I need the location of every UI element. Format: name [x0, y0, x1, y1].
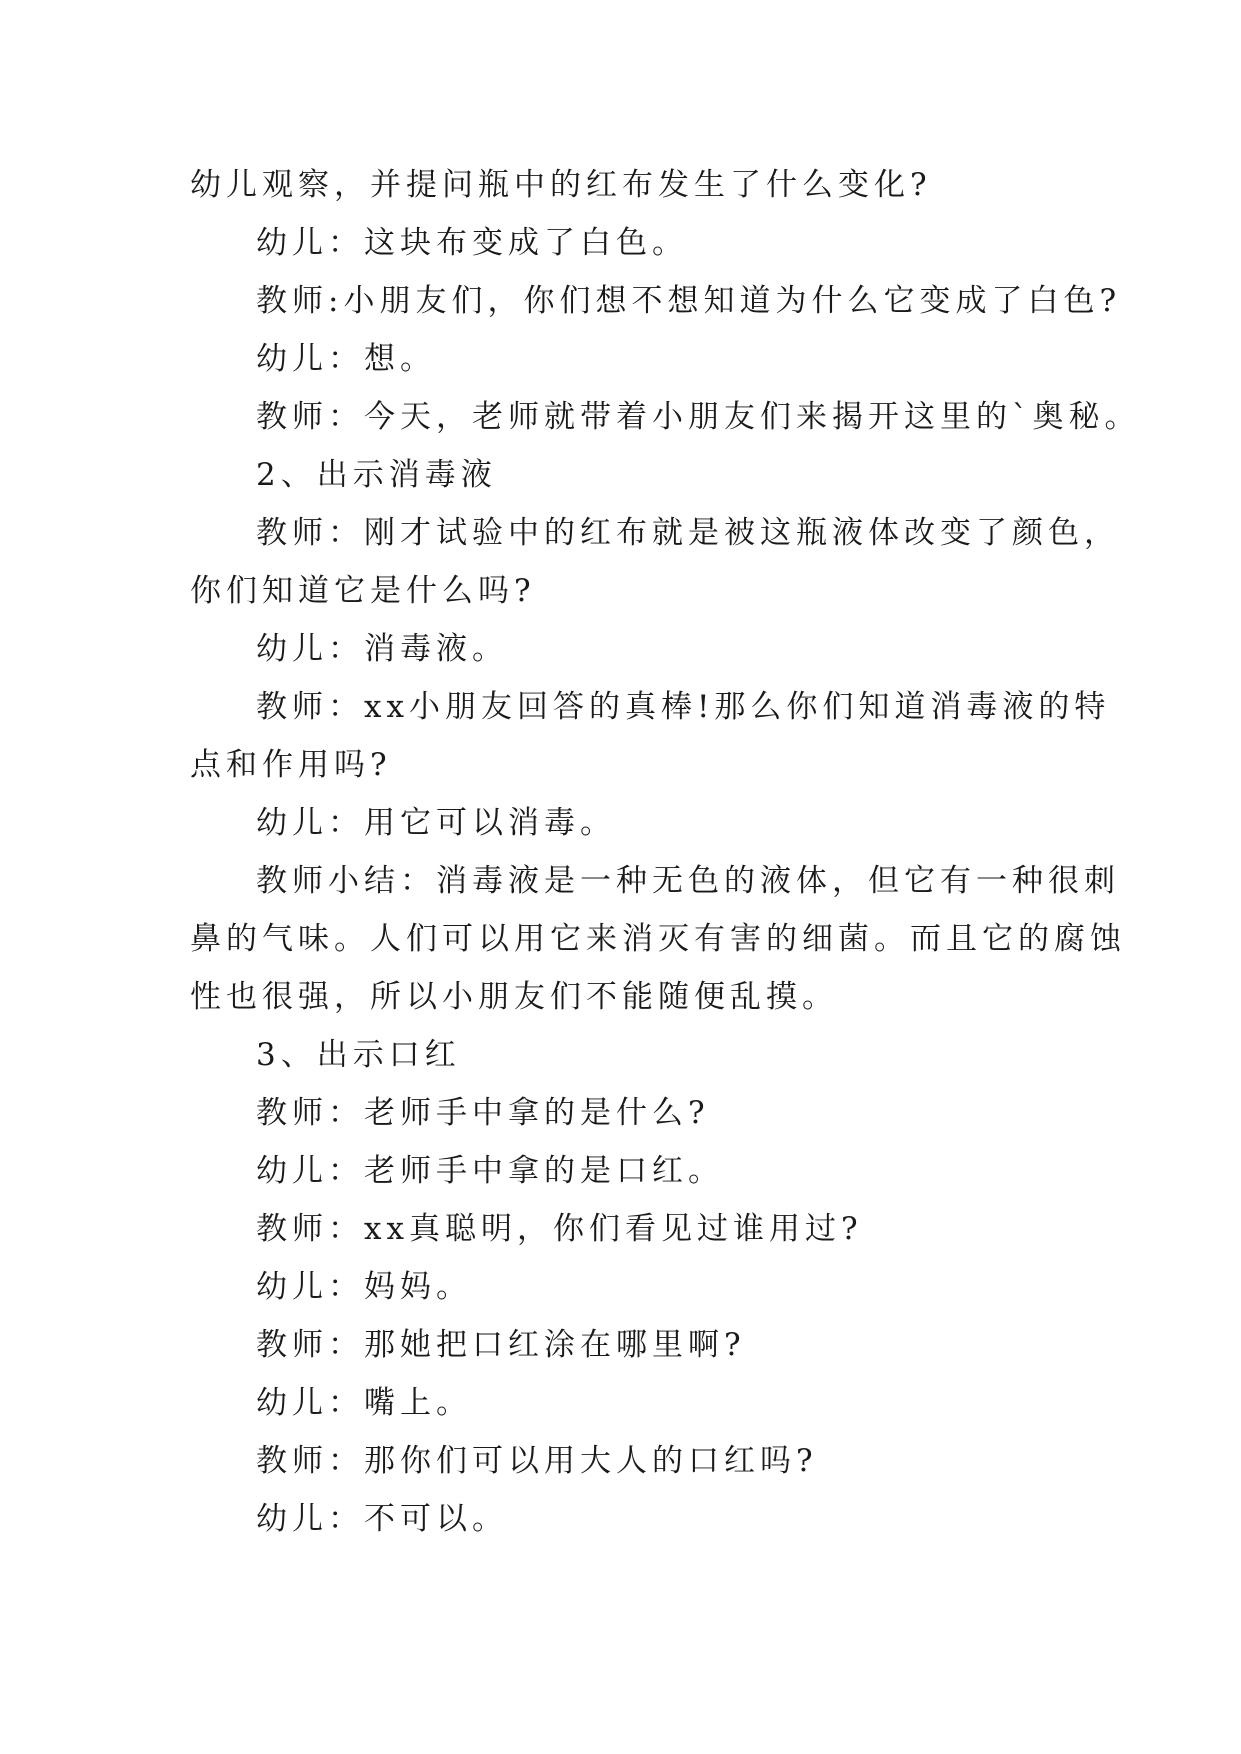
section-heading: 2、出示消毒液 — [256, 457, 497, 493]
text-line: 幼儿：嘴上。 — [256, 1385, 472, 1421]
text-line: 教师：xx真聪明，你们看见过谁用过? — [256, 1211, 863, 1247]
text-line: 教师：刚才试验中的红布就是被这瓶液体改变了颜色， — [256, 515, 1120, 551]
text-line: 性也很强，所以小朋友们不能随便乱摸。 — [190, 979, 838, 1015]
text-line: 鼻的气味。人们可以用它来消灭有害的细菌。而且它的腐蚀 — [190, 921, 1126, 957]
text-line: 点和作用吗? — [190, 747, 392, 783]
text-line: 你们知道它是什么吗? — [190, 573, 536, 609]
text-line: 幼儿：消毒液。 — [256, 631, 508, 667]
document-body — [190, 156, 1141, 1548]
text-line: 幼儿：老师手中拿的是口红。 — [256, 1153, 724, 1189]
text-line: 幼儿：妈妈。 — [256, 1269, 472, 1305]
section-heading: 3、出示口红 — [256, 1037, 461, 1073]
text-line: 教师:小朋友们，你们想不想知道为什么它变成了白色? — [256, 283, 1122, 319]
text-line: 教师：老师手中拿的是什么? — [256, 1095, 710, 1131]
text-line: 幼儿：这块布变成了白色。 — [256, 225, 688, 261]
text-line: 教师：xx小朋友回答的真棒!那么你们知道消毒液的特 — [256, 689, 1111, 725]
text-line: 幼儿观察，并提问瓶中的红布发生了什么变化? — [190, 167, 932, 203]
text-line: 幼儿：想。 — [256, 341, 436, 377]
text-line: 幼儿：用它可以消毒。 — [256, 805, 616, 841]
text-line: 教师小结：消毒液是一种无色的液体，但它有一种很刺 — [256, 863, 1120, 899]
text-line: 幼儿：不可以。 — [256, 1501, 508, 1537]
text-line: 教师：那她把口红涂在哪里啊? — [256, 1327, 746, 1363]
text-line: 教师：今天，老师就带着小朋友们来揭开这里的`奥秘。 — [256, 399, 1141, 435]
text-line: 教师：那你们可以用大人的口红吗? — [256, 1443, 818, 1479]
